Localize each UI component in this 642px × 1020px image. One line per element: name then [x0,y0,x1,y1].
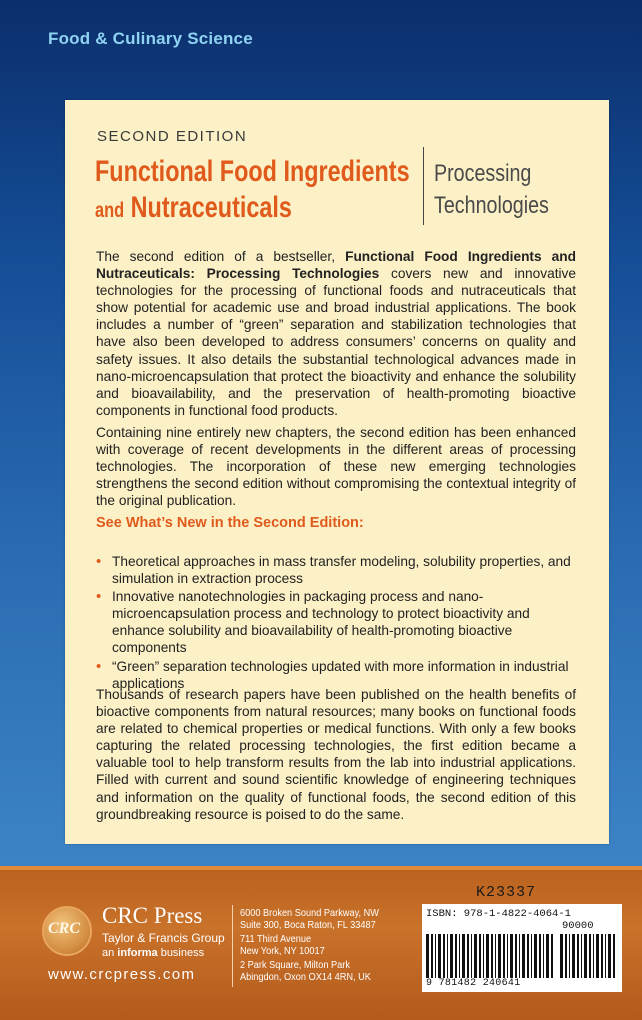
barcode-bar [551,934,553,978]
barcode-bar [483,934,484,978]
barcode-bar [435,934,436,978]
title-and: and [95,199,125,222]
barcode-bar [584,934,587,978]
barcode-bar [543,934,544,978]
title-nutraceuticals: Nutraceuticals [130,191,292,224]
biz-brand: informa [117,947,158,959]
list-item: • Theoretical approaches in mass transfer modeling, solubility properties, and simulation in extraction process [96,553,576,587]
title-line-2 [95,191,292,225]
barcode-bar [426,934,429,978]
title-divider [423,147,424,225]
subtitle-line-2: Technologies [434,192,549,219]
barcode-digits: 9 781482 240641 [426,978,521,989]
isbn-number: ISBN: 978-1-4822-4064-1 [426,908,571,920]
barcode-bar [534,934,537,978]
publisher-name: CRC Press [102,903,203,928]
subtitle-line-1: Processing [434,160,532,187]
logo-text: CRC [48,920,81,937]
barcode-bars-price [560,934,618,978]
barcode-bar [605,934,606,978]
publisher-group: Taylor & Francis Group [102,931,225,945]
description-panel [65,100,609,844]
address-line: 6000 Broken Sound Parkway, NW [240,908,379,919]
band-highlight [0,866,642,870]
barcode-bar [447,934,448,978]
barcode-bar [438,934,441,978]
description-paragraph-3: Thousands of research papers have been published on the health benefits of bioactive components from natural resources; many books on functional foods are related to chemical properties or medical functions. With only a few books capturing the related processing technologies, the first edition became a valuable tool to help transform results from the lab into industrial applications. Filled with current and sound scientific knowledge of engineering techniques and information on the quality of functional foods, the second edition of this groundbreaking resource is poised to do the same. [96,687,576,822]
barcode-bar [596,934,599,978]
biz-prefix: an [102,947,118,959]
barcode-bar [527,934,529,978]
barcode-bar [471,934,472,978]
edition-label: SECOND EDITION [97,128,248,145]
address-line: Abingdon, Oxon OX14 4RN, UK [240,971,371,983]
barcode-bar [593,934,594,978]
list-item: • “Green” separation technologies updated with more information in industrial applications [96,658,576,692]
barcode-bar [462,934,465,978]
barcode-bar [522,934,525,978]
address-boca-raton [240,908,379,931]
barcode-bar [507,934,508,978]
barcode-bar [546,934,549,978]
series-name: Food & Culinary Science [48,29,253,48]
barcode-bar [565,934,567,978]
p1-rest: covers new and innovative technologies for the processing of functional foods and nutraceuticals that show potential for academic use and broad industrial applications. The book includes a number of “green” separation and stabilization technologies that have also been developed to address consumers’ concerns on quality and safety issues. It also details the substantial technological advances made in nano-microencapsulation that protect the bioactivity and enhance the solubility and bioavailability, and the preservation of health-promoting bioactive components in functional food products. [96,266,576,418]
barcode-bar [491,934,493,978]
crc-logo-icon [42,906,92,956]
barcode-bar [479,934,481,978]
address-line: 711 Third Avenue [240,934,312,945]
barcode-bar [569,934,570,978]
barcode-bar [601,934,603,978]
product-code: K23337 [476,884,537,901]
barcode-bar [613,934,615,978]
barcode-bar [455,934,457,978]
barcode-bar [572,934,575,978]
barcode-bar [450,934,453,978]
address-new-york [240,934,325,957]
barcode-bar [531,934,532,978]
list-item: • Innovative nanotechnologies in packaging process and nano-microencapsulation process and technology to protect bioactivity and enhance solubility and bioavailability of health-promoting bioactive components [96,588,576,656]
barcode-bar [459,934,460,978]
biz-suffix: business [157,947,205,959]
description-paragraph-1 [96,248,576,419]
publisher-url[interactable]: www.crcpress.com [48,966,196,983]
barcode-bar [560,934,563,978]
p1-intro: The second edition of a bestseller, [96,249,346,264]
address-abingdon [240,960,371,983]
barcode-bar [443,934,445,978]
barcode-bar [608,934,611,978]
address-line: Suite 300, Boca Raton, FL 33487 [240,919,376,931]
barcode-bar [495,934,496,978]
isbn-barcode [422,904,622,992]
barcode-bar [581,934,582,978]
address-line: New York, NY 10017 [240,945,325,957]
barcode-bar [515,934,517,978]
barcode-bar [577,934,579,978]
barcode-bar [498,934,501,978]
barcode-bar [474,934,477,978]
barcode-bar [539,934,541,978]
whats-new-list [96,553,576,693]
price-code: 90000 [562,920,594,932]
barcode-bar [503,934,505,978]
barcode-bar [467,934,469,978]
title-line-1: Functional Food Ingredients [95,155,410,188]
description-paragraph-2: Containing nine entirely new chapters, the second edition has been enhanced with coverage of recent developments in the different areas of processing technologies. The incorporation of these new emerging technologies strengthens the second edition without compromising the contextual integrity of the original publication. [96,425,576,509]
publisher-business [102,947,204,959]
barcode-bar [431,934,433,978]
barcode-bar [589,934,591,978]
barcode-bar [519,934,520,978]
barcode-bar [486,934,489,978]
address-line: 2 Park Square, Milton Park [240,960,350,971]
barcode-bars-main [426,934,556,978]
address-divider [232,905,233,987]
barcode-bar [510,934,513,978]
whats-new-heading: See What’s New in the Second Edition: [96,515,364,531]
p1-book-title: Functional Food Ingredients and Nutraceuticals: Processing Technologies [96,249,576,282]
